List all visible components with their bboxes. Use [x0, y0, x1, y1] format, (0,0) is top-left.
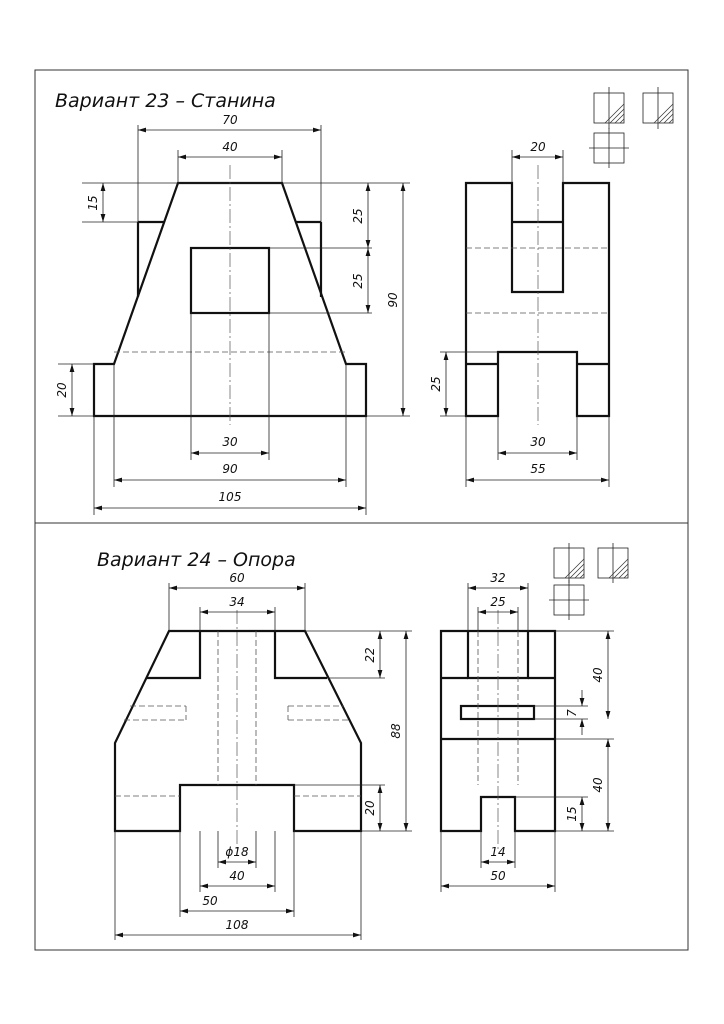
dim-24-34: 34: [229, 595, 245, 609]
dim-24-side-50: 50: [490, 869, 506, 883]
dim-24-side-32: 32: [490, 571, 506, 585]
front-view-23: [55, 113, 410, 515]
dim-24-phi18: ϕ18: [225, 845, 249, 859]
dim-23-side-30: 30: [530, 435, 546, 449]
dim-24-20: 20: [363, 800, 377, 816]
side-view-23: [429, 140, 609, 487]
dim-24-22: 22: [363, 647, 377, 663]
dim-23-25-window: 25: [351, 273, 365, 289]
dim-23-30: 30: [222, 435, 238, 449]
dim-24-88: 88: [389, 723, 403, 739]
dim-23-side-20: 20: [530, 140, 546, 154]
dim-24-108: 108: [225, 918, 249, 932]
variant-24: [97, 543, 654, 940]
dim-24-side-40-bottom: 40: [591, 777, 605, 793]
dim-24-side-7: 7: [565, 709, 579, 717]
dim-23-40: 40: [222, 140, 238, 154]
dim-23-90-height: 90: [386, 292, 400, 308]
dim-24-side-14: 14: [490, 845, 506, 859]
dim-23-20: 20: [55, 382, 69, 398]
dim-23-90-width: 90: [222, 462, 238, 476]
side-view-24: [441, 571, 614, 892]
dim-23-side-55: 55: [530, 462, 546, 476]
view-symbols-24: [549, 543, 654, 620]
variant-23-title: Вариант 23 – Станина: [55, 90, 276, 112]
dim-24-side-15: 15: [565, 806, 579, 822]
view-symbols-23: [589, 87, 699, 168]
dim-23-105: 105: [218, 490, 242, 504]
dim-24-side-25: 25: [490, 595, 506, 609]
dim-24-40: 40: [229, 869, 245, 883]
variant-23: [55, 87, 699, 515]
dim-23-25-top: 25: [351, 208, 365, 224]
dim-24-side-40-top: 40: [591, 667, 605, 683]
dim-24-50: 50: [202, 894, 218, 908]
dim-24-60: 60: [229, 571, 245, 585]
dim-23-70: 70: [222, 113, 238, 127]
variant-24-title: Вариант 24 – Опора: [97, 549, 296, 571]
front-view-24: [115, 571, 412, 940]
dim-23-15: 15: [86, 195, 100, 211]
dim-23-side-25: 25: [429, 376, 443, 392]
